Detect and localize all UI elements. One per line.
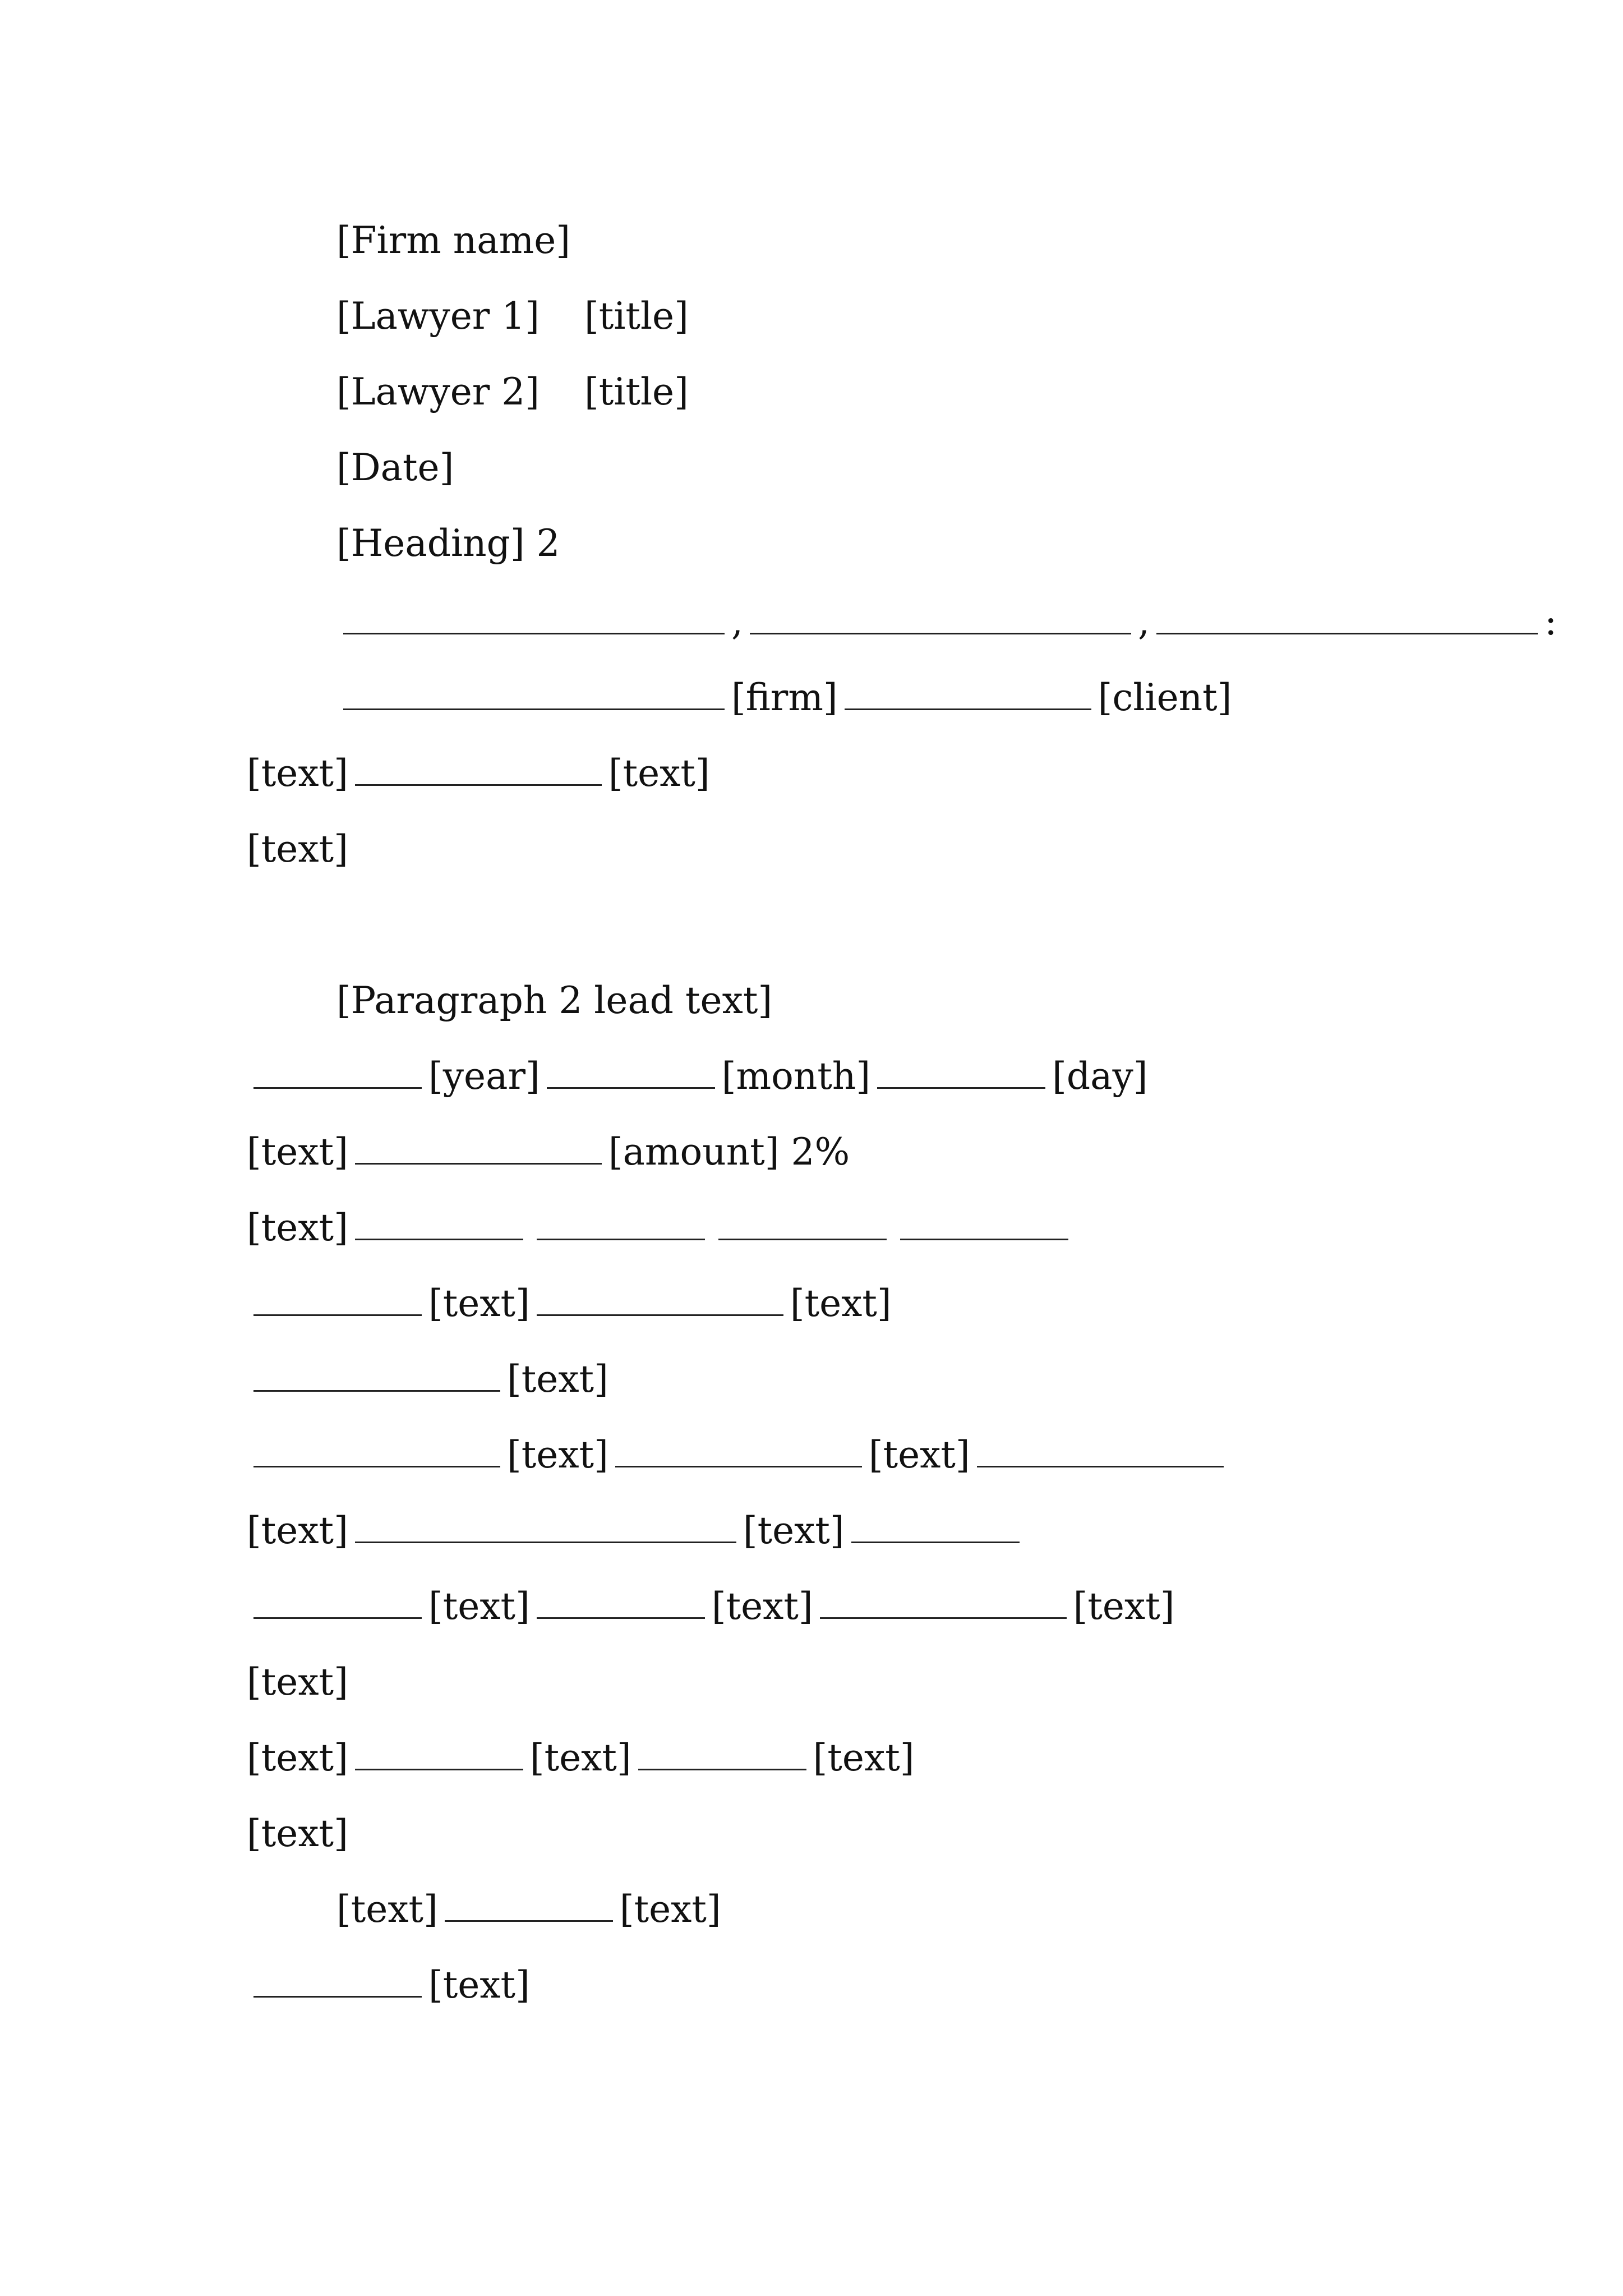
- text-segment: [month]: [721, 1055, 871, 1098]
- paragraph-line: [247, 1355, 1380, 1404]
- paragraph-line: [247, 749, 1380, 798]
- separator: ,: [731, 600, 743, 643]
- blank-field: [537, 1282, 783, 1316]
- paragraph-line: [text]: [247, 827, 348, 871]
- text-segment: [text]: [743, 1509, 845, 1552]
- text-segment: [text]: [529, 1736, 631, 1779]
- blank-field: [343, 676, 725, 710]
- paragraph-line: [text]: [247, 1812, 348, 1855]
- text-segment: [text]: [1073, 1585, 1175, 1628]
- blank-field: [355, 1509, 736, 1543]
- blank-field: [1156, 600, 1538, 634]
- text-segment: [text]: [247, 1509, 348, 1552]
- text-segment: [text]: [790, 1282, 892, 1325]
- blank-field: [615, 1433, 862, 1467]
- text-segment: [text]: [507, 1358, 608, 1401]
- blank-field: [355, 1736, 523, 1770]
- text-segment: [text]: [868, 1433, 970, 1476]
- text-segment: [year]: [428, 1055, 540, 1098]
- blank-field: [750, 600, 1131, 634]
- blank-field: [718, 1206, 887, 1240]
- blank-field: [343, 600, 725, 634]
- blank-field: [845, 676, 1091, 710]
- blank-field: [851, 1509, 1020, 1543]
- paragraph-line: [336, 673, 1380, 723]
- paragraph-line: [Paragraph 2 lead text]: [336, 979, 773, 1022]
- lawyer-line-2: [336, 367, 1380, 417]
- blank-field: [445, 1888, 613, 1922]
- paragraph-line: [247, 1506, 1380, 1556]
- lawyer-1-title: [title]: [584, 295, 689, 338]
- blank-field: [977, 1433, 1224, 1467]
- colon: :: [1544, 600, 1557, 643]
- text-segment: [text]: [619, 1888, 721, 1931]
- blank-field: [877, 1055, 1045, 1089]
- paragraph-line: [247, 1430, 1380, 1480]
- paragraph-line: [247, 1582, 1380, 1631]
- blank-field: [355, 1206, 523, 1240]
- text-segment: [text]: [711, 1585, 813, 1628]
- blank-field: [537, 1206, 705, 1240]
- lawyer-2-title: [title]: [584, 370, 689, 413]
- blank-field: [638, 1736, 806, 1770]
- text-segment: [text]: [247, 752, 348, 795]
- blank-field: [253, 1433, 500, 1467]
- letter-date: [Date]: [336, 446, 454, 489]
- text-segment: [firm]: [731, 676, 838, 719]
- paragraph-line: [247, 1733, 1380, 1783]
- paragraph-line: [247, 1052, 1380, 1101]
- blank-field: [253, 1585, 422, 1619]
- paragraph-line: [336, 1885, 1380, 1934]
- text-segment: [text]: [608, 752, 710, 795]
- blank-field: [547, 1055, 715, 1089]
- text-segment: [amount] 2%: [608, 1130, 850, 1174]
- paragraph-line: [247, 1961, 1380, 2010]
- blank-field: [253, 1282, 422, 1316]
- blank-field: [355, 752, 602, 786]
- text-segment: [text]: [247, 1206, 348, 1249]
- paragraph-line: [247, 1279, 1380, 1328]
- lawyer-1-name: [Lawyer 1]: [336, 295, 540, 338]
- text-segment: [day]: [1052, 1055, 1148, 1098]
- firm-name: [Firm name]: [336, 219, 571, 262]
- text-segment: [text]: [428, 1282, 530, 1325]
- text-segment: [text]: [247, 1736, 348, 1779]
- text-segment: [text]: [336, 1888, 438, 1931]
- blank-field: [253, 1358, 500, 1392]
- paragraph-line: [247, 1203, 1380, 1253]
- paragraph-line: [247, 1128, 1380, 1177]
- separator: ,: [1137, 600, 1150, 643]
- blank-field: [253, 1055, 422, 1089]
- section-title: [Heading] 2: [336, 522, 560, 565]
- text-segment: [text]: [507, 1433, 608, 1476]
- text-segment: [text]: [813, 1736, 915, 1779]
- addressee-line: [336, 597, 1557, 647]
- blank-field: [253, 1963, 422, 1998]
- text-segment: [text]: [428, 1963, 530, 2007]
- blank-field: [537, 1585, 705, 1619]
- blank-field: [355, 1130, 602, 1165]
- text-segment: [client]: [1098, 676, 1232, 719]
- blank-field: [820, 1585, 1067, 1619]
- paragraph-line: [text]: [247, 1660, 348, 1704]
- text-segment: [text]: [247, 1130, 348, 1174]
- lawyer-2-name: [Lawyer 2]: [336, 370, 540, 413]
- text-segment: [text]: [428, 1585, 530, 1628]
- blank-field: [900, 1206, 1068, 1240]
- lawyer-line-1: [336, 292, 1380, 341]
